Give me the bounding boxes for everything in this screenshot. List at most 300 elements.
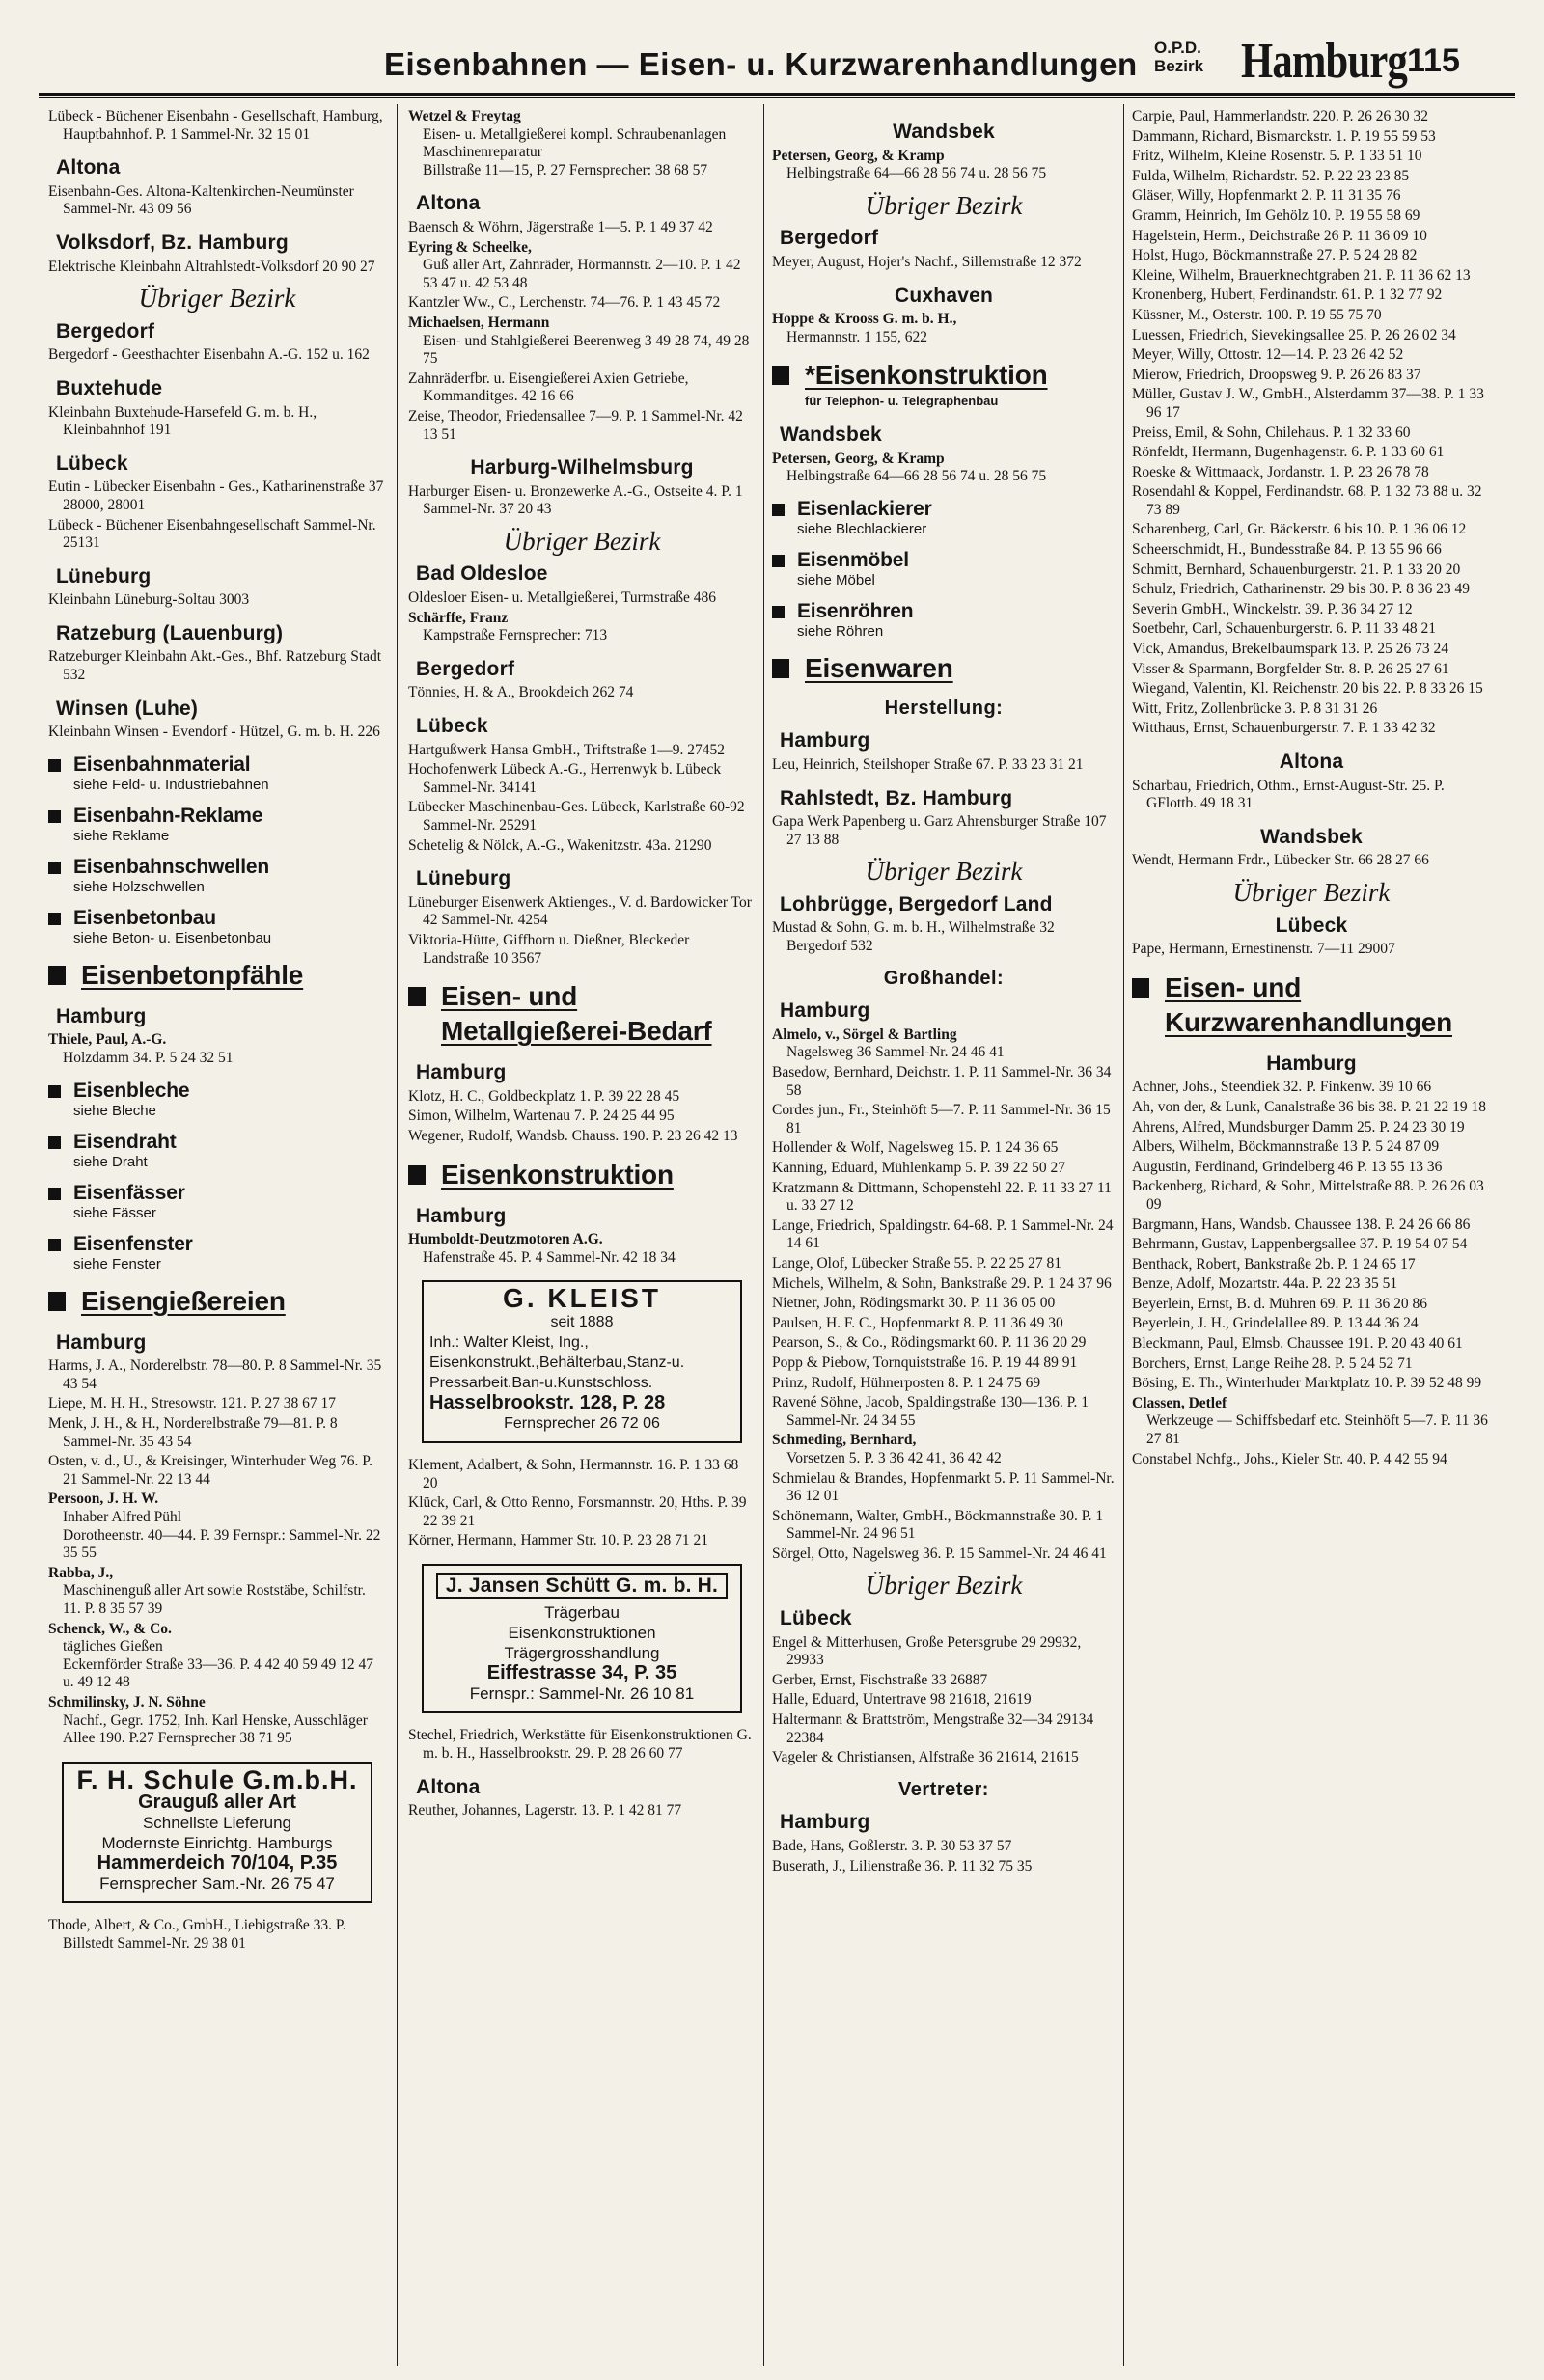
place-heading: Buxtehude — [56, 376, 163, 399]
category-heading — [772, 549, 1116, 588]
entry-text: Thode, Albert, & Co., GmbH., Liebigstraße 33. P. Billstedt Sammel-Nr. 29 38 01 — [48, 1917, 346, 1952]
directory-entry — [1132, 661, 1491, 679]
entry-name: Classen, Detlef — [1132, 1394, 1227, 1411]
ad-company-name: J. Jansen Schütt G. m. b. H. — [436, 1573, 728, 1600]
directory-entry — [1132, 128, 1491, 147]
entry-text: Prinz, Rudolf, Hühnerposten 8. P. 1 24 75 69 — [772, 1374, 1041, 1391]
square-bullet-icon — [1132, 978, 1149, 998]
square-bullet-icon — [48, 913, 61, 925]
directory-entry — [48, 1565, 386, 1619]
entry-text: Kanning, Eduard, Mühlenkamp 5. P. 39 22 50 27 — [772, 1160, 1065, 1176]
directory-entry — [1132, 1159, 1491, 1177]
entry-text: Reuther, Johannes, Lagerstr. 13. P. 1 42 81 77 — [408, 1802, 682, 1819]
entry-name: Humboldt-Deutzmotoren A.G. — [408, 1231, 603, 1248]
category-heading — [772, 358, 1116, 411]
directory-entry — [408, 742, 756, 760]
directory-entry — [48, 1491, 386, 1562]
category-title: Eisenbahnmaterial — [73, 752, 251, 776]
directory-entry — [1132, 307, 1491, 325]
column-divider — [397, 104, 398, 2366]
category-heading — [772, 498, 1116, 537]
entry-text: Cordes jun., Fr., Steinhöft 5—7. P. 11 Sammel-Nr. 36 15 81 — [772, 1102, 1111, 1136]
entry-text: Vageler & Christiansen, Alfstraße 36 21614, 21615 — [772, 1749, 1079, 1766]
place-heading: Bergedorf — [56, 319, 155, 342]
entry-text: Hafenstraße 45. P. 4 Sammel-Nr. 42 18 34 — [423, 1248, 676, 1266]
ad-company-name: G. KLEIST — [503, 1283, 661, 1314]
entry-text: Haltermann & Brattström, Mengstraße 32—34 29134 22384 — [772, 1711, 1094, 1746]
directory-entry — [1132, 1256, 1491, 1274]
entry-text: Klotz, H. C., Goldbeckplatz 1. P. 39 22 28 45 — [408, 1087, 680, 1105]
ad-text: Grauguß aller Art — [138, 1792, 296, 1814]
directory-entry — [48, 259, 386, 277]
entry-text: Vorsetzen 5. P. 3 36 42 41, 36 42 42 — [786, 1449, 1002, 1466]
place-heading: Altona — [416, 1775, 481, 1798]
square-bullet-icon — [48, 966, 66, 985]
region-heading: Übriger Bezirk — [865, 190, 1023, 220]
directory-entry — [48, 1357, 386, 1393]
directory-entry — [772, 451, 1116, 486]
entry-text: Gerber, Ernst, Fischstraße 33 26887 — [772, 1671, 988, 1688]
category-heading — [48, 753, 386, 793]
directory-entry — [772, 813, 1116, 849]
directory-entry — [408, 315, 756, 369]
entry-text: Eisenbahn-Ges. Altona-Kaltenkirchen-Neumünster Sammel-Nr. 43 09 56 — [48, 182, 354, 218]
entry-text: Schmielau & Brandes, Hopfenmarkt 5. P. 11 Sammel-Nr. 36 12 01 — [772, 1469, 1115, 1505]
place-heading: Hamburg — [780, 1811, 870, 1834]
entry-text: Behrmann, Gustav, Lappenbergsallee 37. P. 19 54 07 54 — [1132, 1236, 1468, 1253]
directory-entry — [408, 761, 756, 797]
directory-entry — [1132, 720, 1491, 738]
entry-text: Liepe, M. H. H., Stresowstr. 121. P. 27 38 67 17 — [48, 1395, 336, 1412]
directory-entry — [48, 648, 386, 684]
directory-entry — [772, 1634, 1116, 1670]
place-heading: Ratzeburg (Lauenburg) — [56, 621, 284, 644]
directory-entry — [408, 684, 756, 702]
entry-text: Halle, Eduard, Untertrave 98 21618, 21619 — [772, 1691, 1032, 1709]
place-heading: Altona — [416, 192, 481, 215]
directory-entry — [408, 837, 756, 856]
directory-entry — [408, 932, 756, 968]
district-city: Hamburg — [1241, 34, 1407, 89]
directory-entry — [1132, 1275, 1491, 1294]
entry-name: Schmeding, Bernhard, — [772, 1432, 917, 1449]
directory-entry — [408, 483, 756, 519]
entry-name: Persoon, J. H. W. — [48, 1491, 159, 1508]
bezirk-label: Bezirk — [1154, 57, 1204, 75]
directory-entry — [1132, 641, 1491, 659]
place-heading: Cuxhaven — [895, 284, 993, 307]
ad-text: seit 1888 — [550, 1313, 614, 1330]
directory-entry — [1132, 464, 1491, 482]
directory-entry — [772, 1691, 1116, 1710]
directory-entry — [1132, 941, 1491, 959]
directory-entry — [772, 1858, 1116, 1876]
category-heading — [48, 1182, 386, 1221]
entry-text: Simon, Wilhelm, Wartenau 7. P. 24 25 44 95 — [408, 1108, 675, 1125]
directory-entry — [1132, 581, 1491, 599]
entry-text: Harburger Eisen- u. Bronzewerke A.-G., Ostseite 4. P. 1 Sammel-Nr. 37 20 43 — [408, 482, 743, 518]
region-heading: Übriger Bezirk — [503, 526, 661, 556]
directory-entry — [408, 1128, 756, 1146]
page-number: 115 — [1407, 42, 1460, 79]
directory-entry — [408, 1727, 756, 1763]
directory-entry — [1132, 424, 1491, 443]
directory-entry — [772, 1139, 1116, 1158]
entry-text: Bergedorf - Geesthachter Eisenbahn A.-G. 152 u. 162 — [48, 346, 370, 364]
directory-entry — [408, 370, 756, 406]
entry-text: Buserath, J., Lilienstraße 36. P. 11 32 75 35 — [772, 1857, 1033, 1874]
square-bullet-icon — [772, 659, 789, 678]
directory-entry — [1132, 1138, 1491, 1157]
place-heading: Rahlstedt, Bz. Hamburg — [780, 786, 1013, 809]
directory-entry — [1132, 680, 1491, 698]
directory-entry — [48, 1694, 386, 1748]
entry-text: Constabel Nchfg., Johs., Kieler Str. 40. P. 4 42 55 94 — [1132, 1450, 1448, 1467]
opd-district-label — [1154, 39, 1203, 75]
entry-text: Bargmann, Hans, Wandsb. Chaussee 138. P. 24 26 66 86 — [1132, 1216, 1471, 1233]
region-heading: Übriger Bezirk — [865, 1571, 1023, 1600]
directory-entry — [408, 239, 756, 293]
directory-entry — [772, 1160, 1116, 1178]
directory-entry — [772, 148, 1116, 183]
entry-text: Benze, Adolf, Mozartstr. 44a. P. 22 23 35 51 — [1132, 1275, 1398, 1293]
entry-text: Schönemann, Walter, GmbH., Böckmannstraße 30. P. 1 Sammel-Nr. 24 96 51 — [772, 1507, 1104, 1543]
entry-text: Meyer, August, Hojer's Nachf., Sillemstraße 12 372 — [772, 253, 1082, 270]
page-header — [0, 0, 1544, 96]
place-heading: Lohbrügge, Bergedorf Land — [780, 892, 1053, 916]
entry-text: Beyerlein, Ernst, B. d. Mühren 69. P. 11 36 20 86 — [1132, 1295, 1427, 1312]
directory-entry — [408, 799, 756, 834]
subsection-heading: Herstellung: — [884, 697, 1004, 719]
square-bullet-icon — [408, 1165, 426, 1185]
entry-text: Pape, Hermann, Ernestinenstr. 7—11 29007 — [1132, 941, 1395, 958]
directory-entry — [48, 1917, 386, 1953]
entry-text: Wegener, Rudolf, Wandsb. Chauss. 190. P. 23 26 42 13 — [408, 1127, 738, 1144]
entry-text: Zeise, Theodor, Friedensallee 7—9. P. 1 Sammel-Nr. 42 13 51 — [408, 407, 743, 443]
entry-text: Bleckmann, Paul, Elmsb. Chaussee 191. P. 20 43 40 61 — [1132, 1335, 1463, 1353]
cross-reference: siehe Bleche — [73, 1102, 156, 1119]
category-heading — [408, 1158, 756, 1192]
square-bullet-icon — [772, 606, 785, 618]
directory-entry — [1132, 601, 1491, 619]
place-heading: Altona — [1279, 751, 1344, 773]
directory-entry — [772, 1711, 1116, 1747]
directory-entry — [1132, 148, 1491, 166]
entry-text: Holzdamm 34. P. 5 24 32 51 — [63, 1050, 234, 1067]
entry-text: Klement, Adalbert, & Sohn, Hermannstr. 16. P. 1 33 68 20 — [408, 1456, 739, 1491]
directory-entry — [1132, 483, 1491, 519]
directory-entry — [48, 517, 386, 553]
ad-text: Trägerbau — [544, 1603, 620, 1623]
entry-text: Eckernförder Straße 33—36. P. 4 42 40 59 49 12 47 u. 49 12 48 — [63, 1655, 374, 1691]
directory-entry — [1132, 1315, 1491, 1333]
entry-text: Tönnies, H. & A., Brookdeich 262 74 — [408, 684, 634, 701]
entry-text: Fulda, Wilhelm, Richardstr. 52. P. 22 23 23 85 — [1132, 167, 1410, 184]
entry-text: Gramm, Heinrich, Im Gehölz 10. P. 19 55 58 69 — [1132, 206, 1420, 224]
directory-entry — [408, 1088, 756, 1107]
cross-reference: siehe Fässer — [73, 1204, 156, 1221]
entry-text: Hartgußwerk Hansa GmbH., Triftstraße 1—9. 27452 — [408, 741, 726, 758]
entry-text: Ah, von der, & Lunk, Canalstraße 36 bis 38. P. 21 22 19 18 — [1132, 1098, 1487, 1115]
ad-text: Eisenkonstruktionen — [508, 1624, 656, 1643]
entry-text: Scharbau, Friedrich, Othm., Ernst-August-Str. 25. P. GFlottb. 49 18 31 — [1132, 777, 1445, 812]
ad-text: Hasselbrookstr. 128, P. 28 — [429, 1391, 666, 1413]
directory-entry — [1132, 207, 1491, 226]
place-heading: Volksdorf, Bz. Hamburg — [56, 231, 289, 254]
cross-reference: siehe Möbel — [797, 571, 875, 588]
place-heading: Hamburg — [56, 1004, 147, 1027]
entry-text: Hochofenwerk Lübeck A.-G., Herrenwyk b. Lübeck Sammel-Nr. 34141 — [408, 761, 722, 796]
entry-text: Kleinbahn Buxtehude-Harsefeld G. m. b. H., Kleinbahnhof 191 — [48, 403, 317, 439]
entry-text: Schetelig & Nölck, A.-G., Wakenitzstr. 43a. 21290 — [408, 836, 712, 854]
entry-text: Luessen, Friedrich, Sievekingsallee 25. P. 26 26 02 34 — [1132, 326, 1456, 343]
directory-entry — [1132, 386, 1491, 422]
entry-text: Albers, Wilhelm, Böckmannstraße 13 P. 5 24 87 09 — [1132, 1138, 1440, 1156]
entry-text: Rosendahl & Koppel, Ferdinandstr. 68. P. 1 32 73 88 u. 32 73 89 — [1132, 483, 1482, 518]
entry-name: Thiele, Paul, A.-G. — [48, 1031, 167, 1049]
directory-entry — [1132, 108, 1491, 126]
entry-text: Kleinbahn Lüneburg-Soltau 3003 — [48, 591, 250, 609]
category-title: Eisenfässer — [73, 1181, 185, 1204]
directory-entry — [408, 1108, 756, 1126]
directory-entry — [1132, 1296, 1491, 1314]
directory-entry — [408, 1532, 756, 1550]
directory-entry — [408, 1457, 756, 1492]
opd-label: O.P.D. — [1154, 39, 1201, 57]
category-heading — [48, 907, 386, 946]
square-bullet-icon — [772, 555, 785, 567]
entry-text: Eisen- u. Metallgießerei kompl. Schraubenanlagen Maschinenreparatur — [423, 125, 727, 161]
directory-entry — [48, 591, 386, 610]
entry-text: Lübeck - Büchener Eisenbahngesellschaft Sammel-Nr. 25131 — [48, 516, 376, 552]
entry-name: Hoppe & Krooss G. m. b. H., — [772, 311, 957, 328]
entry-text: Kampstraße Fernsprecher: 713 — [423, 627, 608, 644]
directory-entry — [1132, 1178, 1491, 1214]
advertisement-box — [422, 1280, 742, 1443]
entry-text: Körner, Hermann, Hammer Str. 10. P. 23 28 71 21 — [408, 1532, 709, 1549]
column-1 — [48, 108, 386, 2365]
place-heading: Hamburg — [416, 1061, 507, 1084]
place-heading: Bergedorf — [780, 227, 879, 250]
entry-text: Guß aller Art, Zahnräder, Hörmannstr. 2—10. P. 1 42 53 47 u. 42 53 48 — [423, 257, 741, 291]
directory-entry — [1132, 541, 1491, 560]
entry-text: Michels, Wilhelm, & Sohn, Bankstraße 29. P. 1 24 37 96 — [772, 1274, 1112, 1292]
entry-name: Wetzel & Freytag — [408, 108, 521, 124]
column-3 — [772, 108, 1116, 2365]
subsection-heading: Großhandel: — [883, 967, 1005, 989]
category-title: Eisenbahn-Reklame — [73, 804, 263, 827]
directory-entry — [772, 1749, 1116, 1767]
directory-entry — [48, 1453, 386, 1489]
entry-text: Elektrische Kleinbahn Altrahlstedt-Volksdorf 20 90 27 — [48, 258, 375, 275]
directory-entry — [772, 1672, 1116, 1690]
entry-text: Stechel, Friedrich, Werkstätte für Eisenkonstruktionen G. m. b. H., Hasselbrookstr. 29. P. 28 26 60 77 — [408, 1727, 752, 1763]
place-heading: Bergedorf — [416, 657, 515, 680]
entry-text: Schulz, Friedrich, Catharinenstr. 29 bis 30. P. 8 36 23 49 — [1132, 581, 1471, 598]
directory-entry — [1132, 1099, 1491, 1117]
entry-text: Soetbehr, Carl, Schauenburgerstr. 6. P. 11 33 48 21 — [1132, 620, 1436, 638]
entry-text: Lange, Friedrich, Spaldingstr. 64-68. P. 1 Sammel-Nr. 24 14 61 — [772, 1217, 1114, 1252]
entry-text: Lüneburger Eisenwerk Aktienges., V. d. Bardowicker Tor 42 Sammel-Nr. 4254 — [408, 893, 752, 929]
entry-text: Roeske & Wittmaack, Jordanstr. 1. P. 23 26 78 78 — [1132, 463, 1429, 480]
directory-entry — [408, 108, 756, 179]
category-title: Eisenbleche — [73, 1079, 190, 1102]
entry-text: Lange, Olof, Lübecker Straße 55. P. 22 25 27 81 — [772, 1254, 1062, 1272]
entry-text: Achner, Johs., Steendiek 32. P. Finkenw. 39 10 66 — [1132, 1079, 1432, 1096]
directory-entry — [48, 1621, 386, 1692]
directory-entry — [48, 1031, 386, 1067]
square-bullet-icon — [48, 1085, 61, 1098]
cross-reference: siehe Blechlackierer — [797, 520, 927, 537]
place-heading: Lübeck — [56, 451, 128, 475]
column-divider — [763, 104, 764, 2366]
category-heading — [48, 856, 386, 895]
entry-text: tägliches Gießen — [63, 1638, 163, 1655]
column-2 — [408, 108, 756, 2365]
entry-text: Lübecker Maschinenbau-Ges. Lübeck, Karlstraße 60-92 Sammel-Nr. 25291 — [408, 799, 745, 834]
category-heading — [48, 1233, 386, 1272]
entry-text: Maschinenguß aller Art sowie Roststäbe, Schilfstr. 11. P. 8 35 57 39 — [63, 1582, 366, 1617]
square-bullet-icon — [408, 987, 426, 1006]
directory-entry — [772, 1217, 1116, 1253]
category-heading — [48, 1080, 386, 1119]
entry-text: Menk, J. H., & H., Norderelbstraße 79—81. P. 8 Sammel-Nr. 35 43 54 — [48, 1415, 338, 1450]
category-title: Eisenwaren — [805, 652, 953, 683]
cross-reference: siehe Beton- u. Eisenbetonbau — [73, 929, 272, 946]
directory-entry — [48, 183, 386, 219]
entry-text: Harms, J. A., Norderelbstr. 78—80. P. 8 Sammel-Nr. 35 43 54 — [48, 1357, 382, 1392]
directory-entry — [772, 1315, 1116, 1333]
directory-entry — [48, 346, 386, 365]
header-rule — [39, 93, 1515, 96]
entry-text: Hermannstr. 1 155, 622 — [786, 328, 927, 345]
ad-text: Hammerdeich 70/104, P.35 — [96, 1852, 338, 1874]
category-title: Eisendraht — [73, 1130, 177, 1153]
region-heading: Übriger Bezirk — [1232, 877, 1391, 907]
cross-reference: siehe Fenster — [73, 1255, 161, 1272]
place-heading: Hamburg — [780, 999, 870, 1023]
directory-entry — [1132, 287, 1491, 305]
place-heading: Lüneburg — [56, 564, 152, 588]
directory-entry — [48, 1415, 386, 1451]
ad-text: Schnellste Lieferung — [142, 1814, 292, 1833]
entry-text: Osten, v. d., U., & Kreisinger, Winterhuder Weg 76. P. 21 Sammel-Nr. 22 13 44 — [48, 1453, 373, 1488]
entry-text: Helbingstraße 64—66 28 56 74 u. 28 56 75 — [786, 468, 1047, 485]
directory-entry — [408, 294, 756, 313]
entry-text: Beyerlein, J. H., Grindelallee 89. P. 13 44 36 24 — [1132, 1315, 1419, 1332]
square-bullet-icon — [48, 810, 61, 823]
entry-text: Viktoria-Hütte, Giffhorn u. Dießner, Bleckeder Landstraße 10 3567 — [408, 931, 690, 967]
directory-entry — [772, 1064, 1116, 1100]
directory-entry — [1132, 327, 1491, 345]
directory-entry — [772, 1508, 1116, 1544]
cross-reference: siehe Reklame — [73, 827, 170, 844]
directory-entry — [1132, 247, 1491, 265]
directory-entry — [772, 1102, 1116, 1137]
directory-entry — [772, 254, 1116, 272]
entry-text: Gläser, Willy, Hopfenmarkt 2. P. 11 31 35 76 — [1132, 187, 1401, 205]
entry-name: Rabba, J., — [48, 1564, 114, 1581]
place-heading: Hamburg — [56, 1330, 147, 1354]
square-bullet-icon — [48, 1188, 61, 1200]
entry-text: Bade, Hans, Goßlerstr. 3. P. 30 53 37 57 — [772, 1838, 1012, 1854]
entry-text: Hollender & Wolf, Nagelsweg 15. P. 1 24 36 65 — [772, 1139, 1059, 1157]
region-heading: Übriger Bezirk — [865, 857, 1023, 887]
entry-text: Leu, Heinrich, Steilshoper Straße 67. P. 33 23 31 21 — [772, 755, 1084, 773]
category-title: Eisen- und Kurzwarenhandlungen — [1165, 971, 1452, 1037]
entry-text: Dorotheenstr. 40—44. P. 39 Fernspr.: Sammel-Nr. 22 35 55 — [63, 1526, 381, 1562]
square-bullet-icon — [48, 1136, 61, 1149]
directory-entry — [408, 894, 756, 930]
entry-name: Eyring & Scheelke, — [408, 238, 532, 256]
category-heading — [48, 958, 386, 993]
ad-text: Eiffestrasse 34, P. 35 — [486, 1662, 677, 1684]
directory-entry — [1132, 444, 1491, 462]
place-heading: Lübeck — [1275, 914, 1348, 937]
entry-text: Helbingstraße 64—66 28 56 74 u. 28 56 75 — [786, 165, 1047, 182]
entry-text: Küssner, M., Osterstr. 100. P. 19 55 75 70 — [1132, 306, 1382, 323]
directory-entry — [1132, 346, 1491, 365]
directory-entry — [1132, 168, 1491, 186]
category-title: Eisenkonstruktion — [441, 1159, 674, 1190]
entry-text: Basedow, Bernhard, Deichstr. 1. P. 11 Sammel-Nr. 36 34 58 — [772, 1064, 1112, 1099]
category-title: Eisen- und Metallgießerei-Bedarf — [441, 981, 712, 1047]
entry-text: Witthaus, Ernst, Schauenburgerstr. 7. P. 1 33 42 32 — [1132, 720, 1436, 737]
directory-entry — [408, 1494, 756, 1530]
entry-text: Baensch & Wöhrn, Jägerstraße 1—5. P. 1 49 37 42 — [408, 218, 713, 235]
category-title: Eisenbetonbau — [73, 906, 216, 929]
directory-entry — [772, 1275, 1116, 1294]
directory-entry — [772, 919, 1116, 955]
entry-text: Wendt, Hermann Frdr., Lübecker Str. 66 28 27 66 — [1132, 852, 1429, 869]
directory-entry — [772, 1026, 1116, 1062]
category-title: Eisenmöbel — [797, 548, 909, 571]
directory-entry — [1132, 1355, 1491, 1374]
directory-entry — [48, 1395, 386, 1413]
directory-entry — [408, 219, 756, 237]
directory-entry — [408, 1231, 756, 1267]
entry-name: Schmilinsky, J. N. Söhne — [48, 1693, 206, 1710]
cross-reference: siehe Draht — [73, 1153, 148, 1170]
directory-entry — [1132, 1236, 1491, 1254]
advertisement-box — [62, 1762, 372, 1904]
header-rule-thin — [39, 97, 1515, 98]
subsection-heading: Vertreter: — [898, 1778, 989, 1800]
entry-text: Eisen- und Stahlgießerei Beerenweg 3 49 28 74, 49 28 75 — [423, 332, 750, 368]
place-heading: Winsen (Luhe) — [56, 697, 199, 720]
place-heading: Hamburg — [1266, 1052, 1357, 1075]
directory-entry — [772, 756, 1116, 775]
directory-entry — [1132, 620, 1491, 639]
entry-text: Engel & Mitterhusen, Große Petersgrube 29 29932, 29933 — [772, 1633, 1082, 1669]
category-heading — [772, 600, 1116, 640]
category-title: Eisenbetonpfähle — [81, 959, 304, 990]
category-heading — [48, 805, 386, 844]
entry-text: Klück, Carl, & Otto Renno, Forsmannstr. 20, Hths. P. 39 22 39 21 — [408, 1494, 747, 1529]
category-title: Eisenbahnschwellen — [73, 855, 269, 878]
entry-text: Lübeck - Büchener Eisenbahn - Gesellschaft, Hamburg, Hauptbahnhof. P. 1 Sammel-Nr. 32 15 01 — [48, 108, 383, 143]
directory-entry — [772, 1394, 1116, 1430]
ad-text: Fernsprecher Sam.-Nr. 26 75 47 — [99, 1874, 335, 1894]
entry-text: Augustin, Ferdinand, Grindelberg 46 P. 13 55 13 36 — [1132, 1158, 1443, 1175]
category-title: Eisengießereien — [81, 1285, 286, 1316]
directory-entry — [1132, 187, 1491, 205]
entry-text: Billstraße 11—15, P. 27 Fernsprecher: 38 68 57 — [423, 161, 708, 178]
place-heading: Hamburg — [416, 1204, 507, 1227]
entry-text: Mierow, Friedrich, Droopsweg 9. P. 26 26 83 37 — [1132, 366, 1421, 383]
category-heading — [48, 1131, 386, 1170]
column-4 — [1132, 108, 1491, 2365]
